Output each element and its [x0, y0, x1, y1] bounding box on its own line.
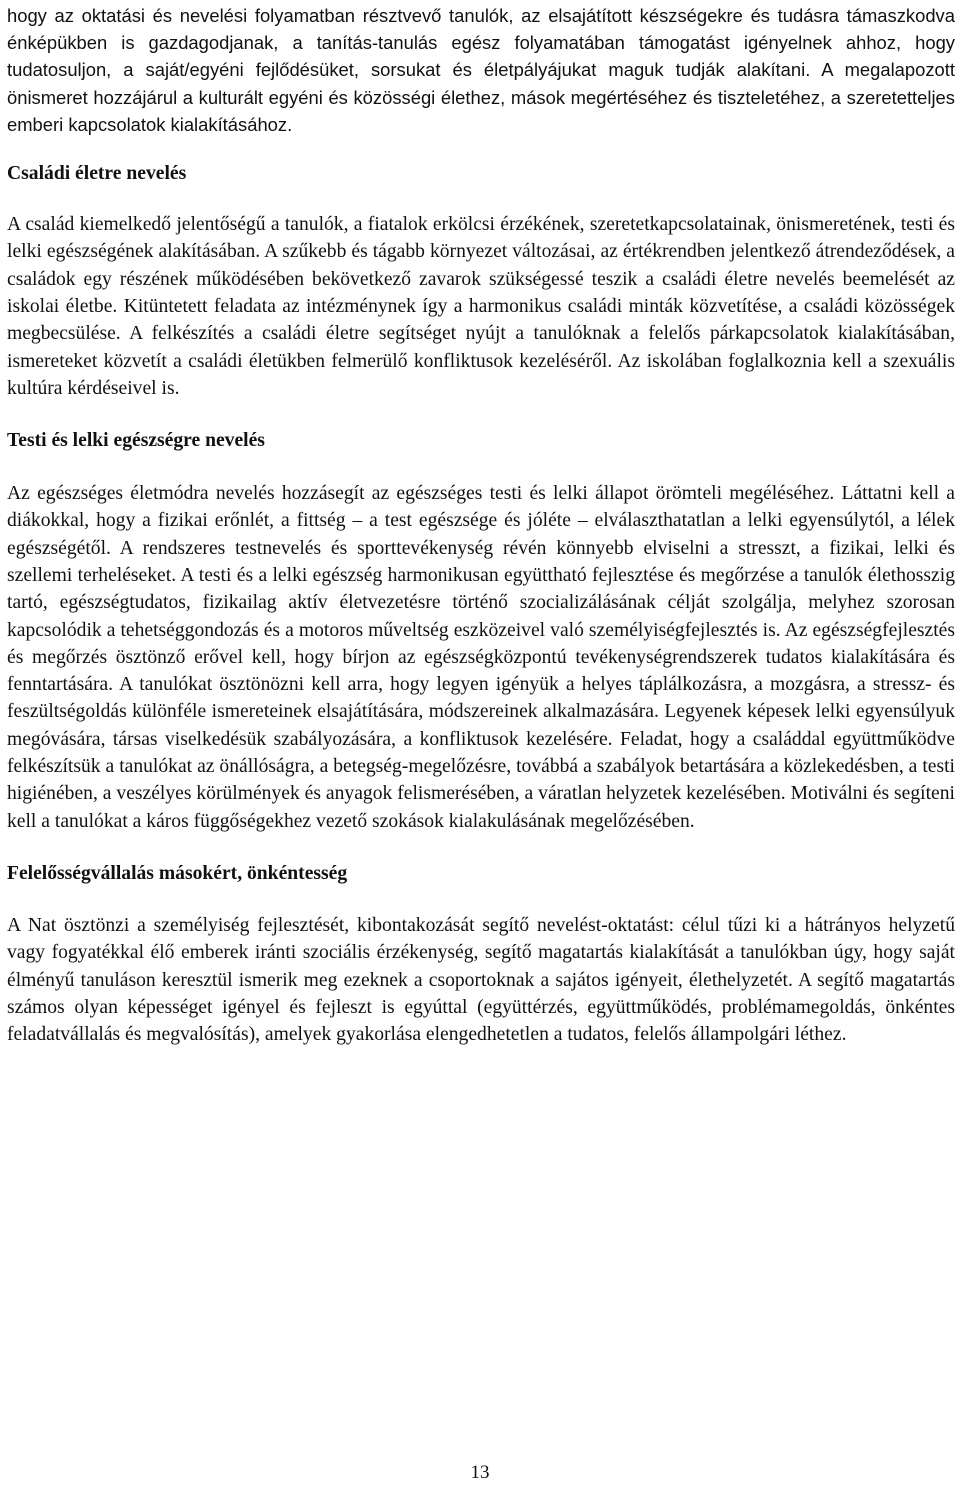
- intro-paragraph: hogy az oktatási és nevelési folyamatban résztvevő tanulók, az elsajátított készségekre és tudásra támaszkodva énképükben is gazdagodjanak, a tanítás-tanulás egész folyamatában támogatást igényelnek ahhoz, hogy tudatosuljon, a saját/egyéni fejlődésüket, sorsukat és életpályájukat maguk tudják alakítani. A megalapozott önismeret hozzájárul a kulturált egyéni és közösségi élethez, mások megértéséhez és tiszteletéhez, a szeretetteljes emberi kapcsolatok kialakításához.: [7, 5, 955, 135]
- section-heading-responsibility: Felelősségvállalás másokért, önkéntesség: [7, 862, 348, 884]
- page-number: 13: [470, 1462, 490, 1483]
- document-page: [7, 0, 955, 1048]
- section-heading-health: Testi és lelki egészségre nevelés: [7, 430, 265, 452]
- section-paragraph-responsibility: A Nat ösztönzi a személyiség fejlesztését, kibontakozását segítő nevelést-oktatást: célul tűzi ki a hátrányos helyzetű vagy fogyatékkal élő emberek iránti szociális érzékenység, segítő magatartás kialakítását a tanulókban úgy, hogy saját élményű tanuláson keresztül ismerik meg ezeknek a csoportoknak a sajátos igényeit, élethelyzetét. A segítő magatartás számos olyan képességet igényel és fejleszt is egyúttal (együttérzés, együttműködés, problémamegoldás, önkéntes feladatvállalás és megvalósítás), amelyek gyakorlása elengedhetetlen a tudatos, felelős állampolgári léthez.: [7, 914, 955, 1046]
- section-paragraph-health: Az egészséges életmódra nevelés hozzásegít az egészséges testi és lelki állapot örömteli megéléséhez. Láttatni kell a diákokkal, hogy a fizikai erőnlét, a fittség – a test egészsége és jóléte – elválaszthatatlan a lelki egyensúlytól, a lélek egészségétől. A rendszeres testnevelés és sporttevékenység révén könnyebb elviselni a stresszt, a fizikai, lelki és szellemi terheléseket. A testi és a lelki egészség harmonikusan együttható fejlesztése és megőrzése a tanulók élethosszig tartó, egészségtudatos, fizikailag aktív életvezetésre történő szocializálásának célját szolgálja, melyhez szorosan kapcsolódik a tehetséggondozás és a motoros műveltség eszközeivel való személyiségfejlesztés is. Az egészségfejlesztés és megőrzés ösztönző erővel kell, hogy bírjon az egészségközpontú tevékenységrendszerek tudatos kialakítására és fenntartására. A tanulókat ösztönözni kell arra, hogy legyen igényük a helyes táplálkozásra, a mozgásra, a stressz- és feszültségoldás különféle ismereteinek elsajátítására, módszereinek alkalmazására. Legyenek képesek lelki egyensúlyuk megóvására, társas viselkedésük szabályozására, a konfliktusok kezelésére. Feladat, hogy a családdal együttműködve felkészítsük a tanulókat az önállóságra, a betegség-megelőzésre, továbbá a szabályok betartására a közlekedésben, a testi higiénében, a veszélyes körülmények és anyagok felismerésében, a váratlan helyzetek kezelésében. Motiválni és segíteni kell a tanulókat a káros függőségekhez vezető szokások kialakulásának megelőzésében.: [7, 483, 955, 832]
- section-paragraph-family-life: A család kiemelkedő jelentőségű a tanulók, a fiatalok erkölcsi érzékének, szeretetkapcsolatainak, önismeretének, testi és lelki egészségének alakításában. A szűkebb és tágabb környezet változásai, az értékrendben jelentkező átrendeződések, a családok egy részének működésében bekövetkező zavarok szükségessé teszik a családi életre nevelés beemelését az iskolai életbe. Kitüntetett feladata az intézménynek így a harmonikus családi minták közvetítése, a családi közösségek megbecsülése. A felkészítés a családi életre segítséget nyújt a tanulóknak a felelős párkapcsolatok kialakításában, ismereteket közvetít a családi életükben felmerülő konfliktusok kezeléséről. Az iskolában foglalkoznia kell a szexuális kultúra kérdéseivel is.: [7, 214, 955, 399]
- section-heading-family-life: Családi életre nevelés: [7, 163, 187, 185]
